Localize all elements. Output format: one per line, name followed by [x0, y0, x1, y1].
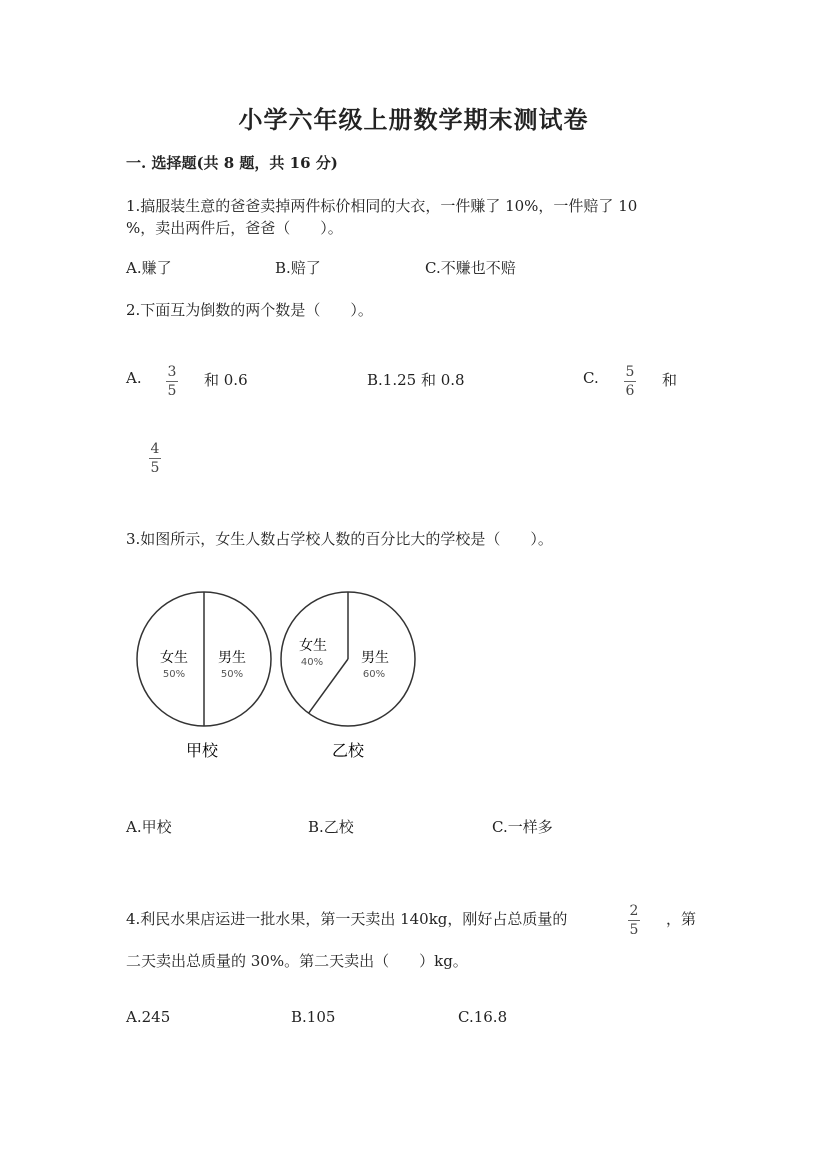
pie1-caption: 甲校 [185, 741, 219, 760]
q2-option-c-prefix[interactable]: C. [583, 369, 599, 387]
fraction-numerator: 5 [625, 364, 635, 380]
q1-option-b[interactable]: B.赔了 [275, 259, 321, 277]
pie1-girls-label: 女生 [160, 650, 188, 666]
q2-option-b[interactable]: B.1.25 和 0.8 [367, 371, 465, 389]
q1-option-c[interactable]: C.不赚也不赔 [425, 259, 516, 277]
fraction-numerator: 3 [167, 364, 177, 380]
pie-chart-yi [281, 592, 415, 760]
q2-option-a-prefix[interactable]: A. [126, 369, 142, 387]
fraction-denominator: 5 [167, 383, 177, 399]
fraction-numerator: 2 [629, 903, 639, 919]
pie2-caption: 乙校 [331, 741, 365, 760]
pie2-girls-label: 女生 [299, 638, 327, 654]
q2-option-c-fraction [624, 364, 636, 399]
fraction-bar [628, 920, 640, 921]
q4-stem-line2: 二天卖出总质量的 30%。第二天卖出（ ）kg。 [126, 952, 468, 970]
q2-option-c-suffix: 和 [662, 371, 678, 389]
q4-stem-line1-end: ，第 [666, 910, 697, 928]
q2-stem: 2.下面互为倒数的两个数是（ ）。 [126, 301, 373, 319]
q1-stem-line1: 1.搞服装生意的爸爸卖掉两件标价相同的大衣，一件赚了 10%，一件赔了 10 [126, 197, 638, 215]
q3-stem: 3.如图所示，女生人数占学校人数的百分比大的学校是（ ）。 [126, 530, 553, 548]
q1-stem-line2: %，卖出两件后，爸爸（ ）。 [126, 219, 343, 237]
pie2-boys-pct: 60% [362, 669, 386, 680]
page-title: 小学六年级上册数学期末测试卷 [238, 105, 589, 134]
q4-option-b[interactable]: B.105 [291, 1008, 336, 1026]
fraction-denominator: 6 [625, 383, 635, 399]
pie1-boys-pct: 50% [220, 669, 244, 680]
q3-option-b[interactable]: B.乙校 [308, 818, 354, 836]
pie2-boys-label: 男生 [361, 650, 389, 666]
pie1-boys-label: 男生 [218, 650, 246, 666]
q4-fraction [628, 903, 640, 938]
q4-option-c[interactable]: C.16.8 [458, 1008, 508, 1026]
q4-stem-line1: 4.利民水果店运进一批水果，第一天卖出 140kg，刚好占总质量的 [126, 910, 568, 928]
fraction-numerator: 4 [150, 441, 160, 457]
q2-option-a-fraction [166, 364, 178, 399]
section-heading: 一. 选择题(共 8 题，共 16 分) [126, 154, 338, 172]
fraction-bar [149, 458, 161, 459]
q2-option-c-second-fraction [149, 441, 161, 476]
pie-chart-jia [137, 592, 271, 760]
q3-option-a[interactable]: A.甲校 [126, 818, 172, 836]
q1-option-a[interactable]: A.赚了 [126, 259, 172, 277]
fraction-bar [624, 381, 636, 382]
fraction-denominator: 5 [150, 460, 160, 476]
pie1-girls-pct: 50% [162, 669, 186, 680]
q3-option-c[interactable]: C.一样多 [492, 818, 553, 836]
pie2-girls-pct: 40% [300, 657, 324, 668]
q4-option-a[interactable]: A.245 [126, 1008, 171, 1026]
fraction-bar [166, 381, 178, 382]
fraction-denominator: 5 [629, 922, 639, 938]
q2-option-a-suffix: 和 0.6 [204, 371, 248, 389]
pie-charts-figure [120, 580, 440, 780]
